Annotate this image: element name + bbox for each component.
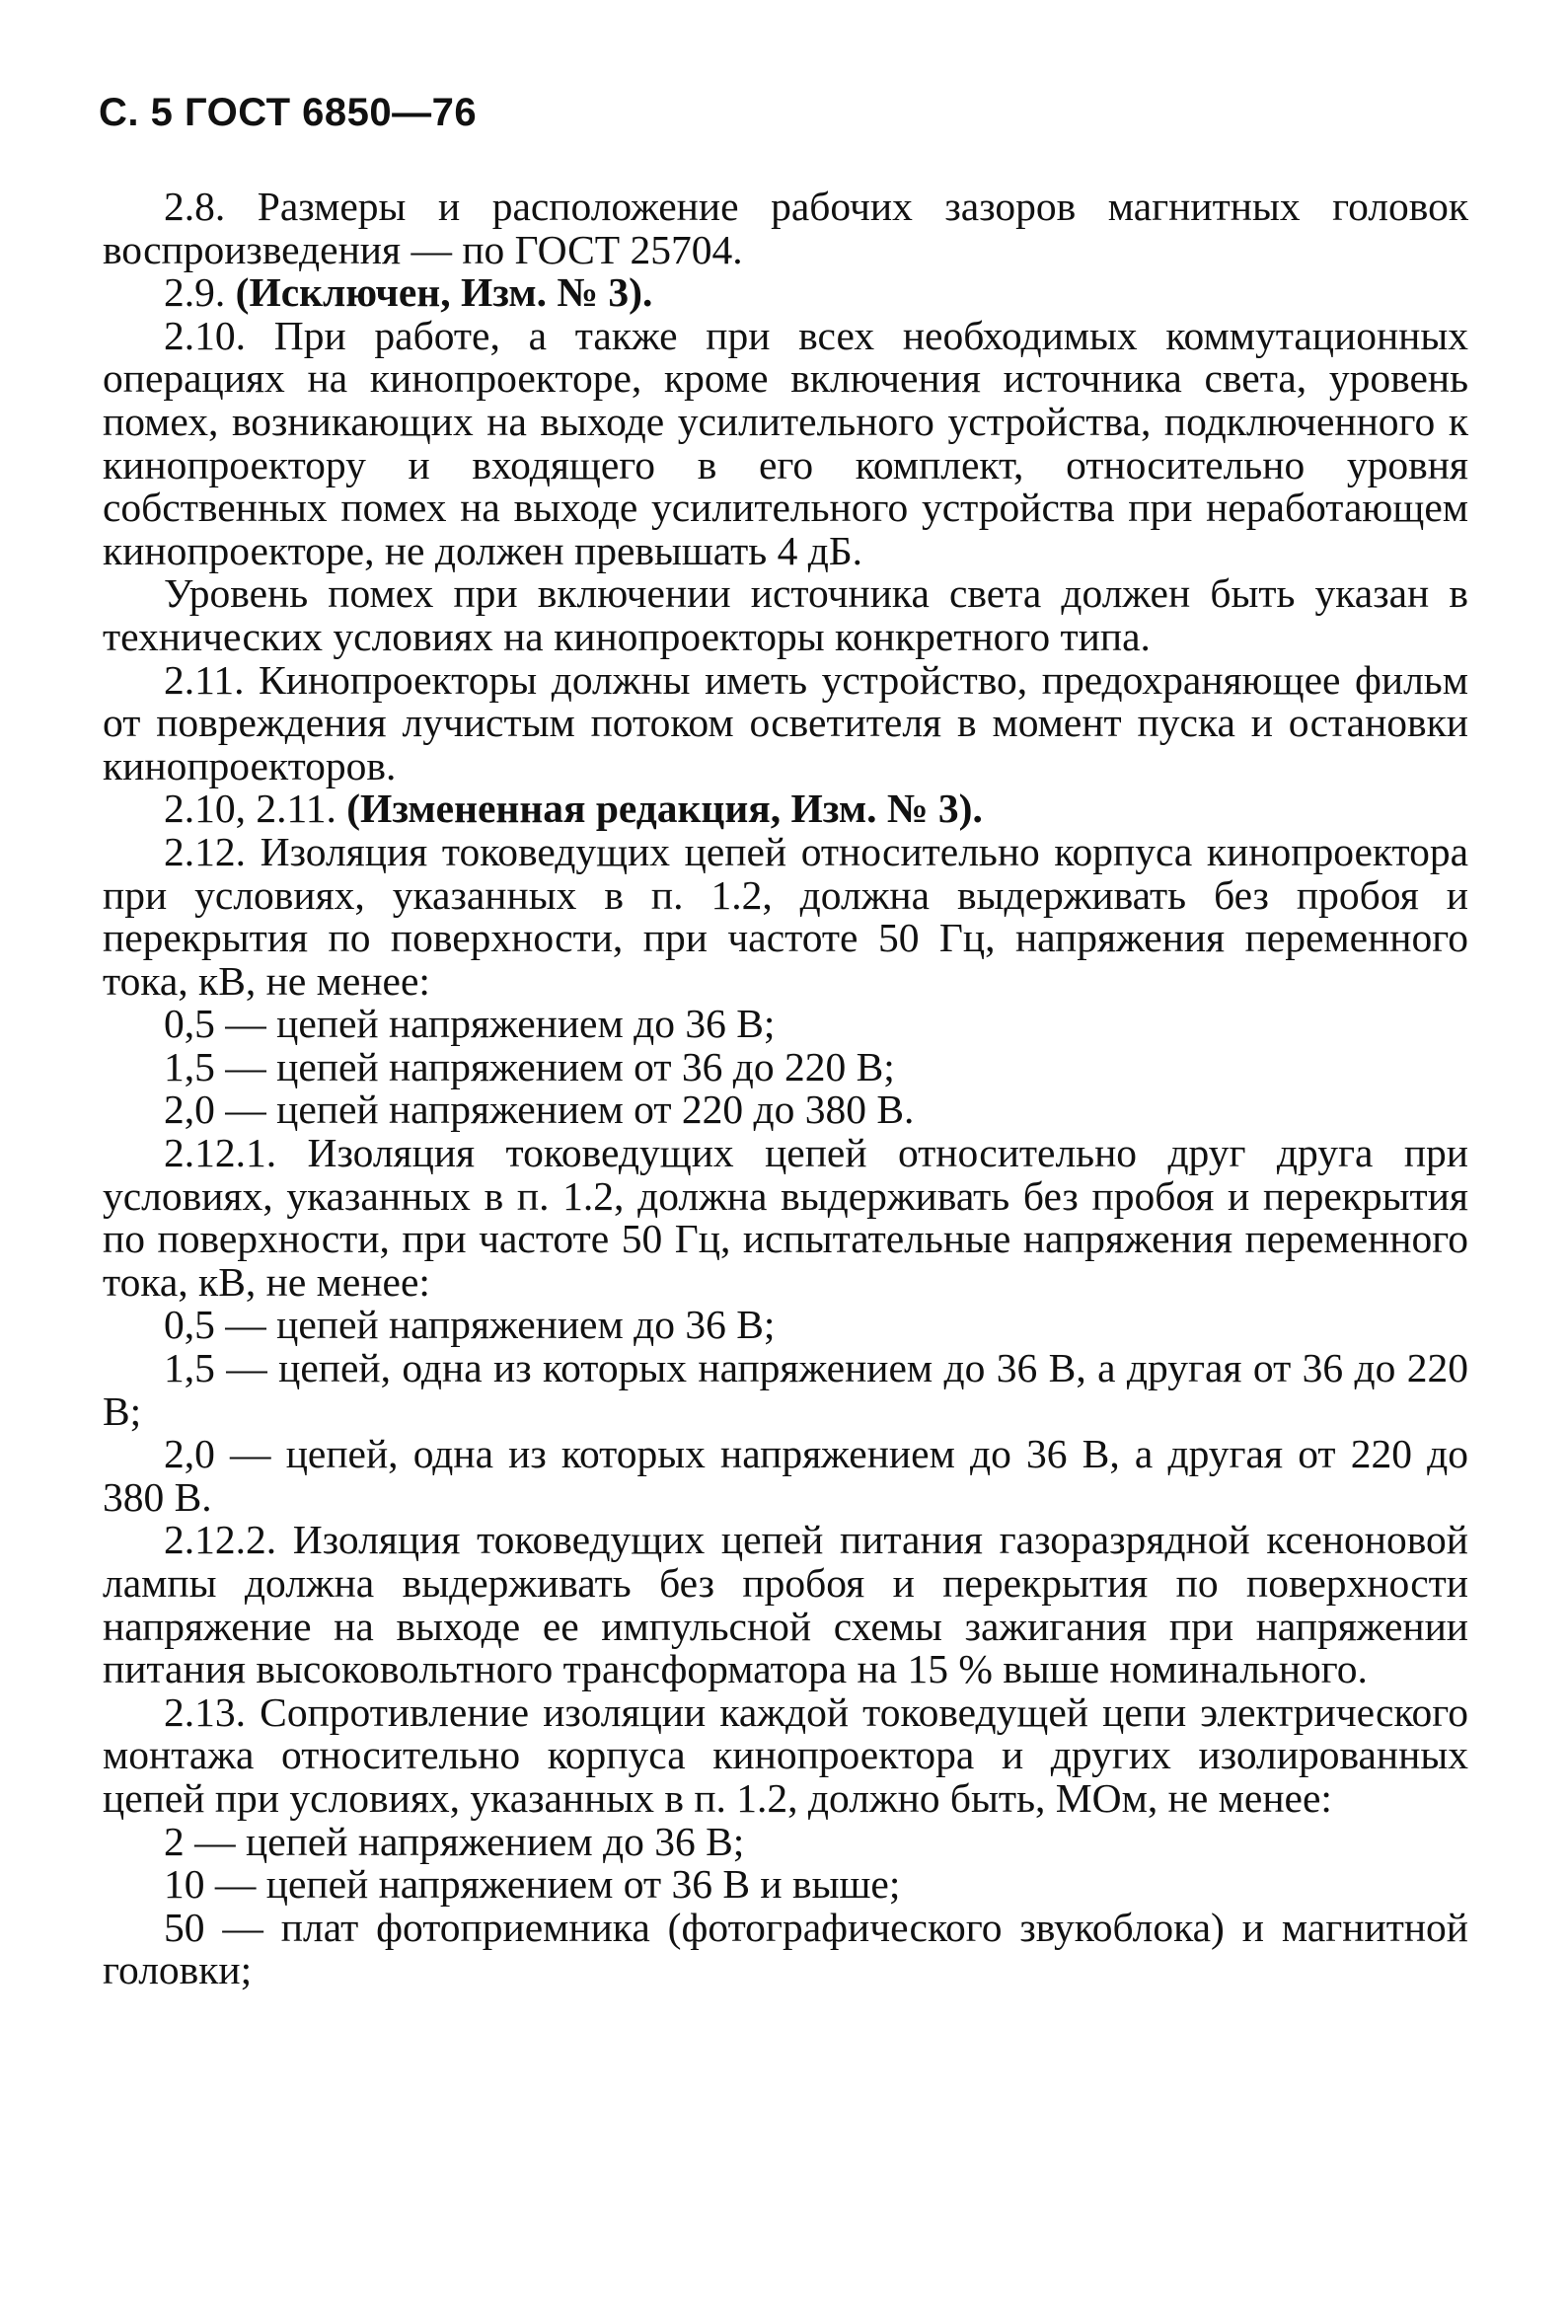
list-item: 50 — плат фотоприемника (фотографического звукоблока) и магнитной головки; [103,1904,1468,1993]
list-item: 0,5 — цепей напряжением до 36 В; [164,1302,776,1348]
page-header: С. 5 ГОСТ 6850—76 [99,91,478,134]
document-body [103,186,1468,1992]
list-item: 2,0 — цепей, одна из которых напряжением до 36 В, а другая от 220 до 380 В. [103,1431,1468,1520]
paragraph-prefix: 2.10, 2.11. [164,786,347,832]
paragraph-2-11: 2.11. Кинопроекторы должны иметь устройство, предохраняющее фильм от повреждения лучистым потоком осветителя в момент пуска и остановки кинопроекторов. [103,656,1468,788]
amendment-note: (Измененная редакция, Изм. № 3). [346,786,983,832]
list-item: 1,5 — цепей, одна из которых напряжением до 36 В, а другая от 36 до 220 В; [103,1345,1468,1434]
paragraph-2-8: 2.8. Размеры и расположение рабочих зазоров магнитных головок воспроизведения — по ГОСТ 25704. [103,184,1468,272]
paragraph-noise-level: Уровень помех при включении источника света должен быть указан в технических условиях на кинопроекторы конкретного типа. [103,570,1468,659]
list-item: 0,5 — цепей напряжением до 36 В; [164,1001,776,1047]
paragraph-2-13: 2.13. Сопротивление изоляции каждой токоведущей цепи электрического монтажа относительно корпуса кинопроектора и других изолированных цепей при условиях, указанных в п. 1.2, должно быть, МОм, не менее: [103,1688,1468,1821]
paragraph-2-12-2: 2.12.2. Изоляция токоведущих цепей питания газоразрядной ксеноновой лампы должна выдерживать без пробоя и перекрытия по поверхности напряжение на выходе ее импульсной схемы зажигания при напряжении питания высоковольтного трансформатора на 15 % выше номинального. [103,1517,1468,1692]
list-item: 2 — цепей напряжением до 36 В; [164,1818,745,1864]
paragraph-amendment-2-10-2-11 [103,787,1468,831]
paragraph-2-9 [103,271,1468,315]
list-item: 2,0 — цепей напряжением от 220 до 380 В. [164,1087,915,1133]
list-item: 1,5 — цепей напряжением от 36 до 220 В; [164,1043,895,1089]
paragraph-2-12: 2.12. Изоляция токоведущих цепей относительно корпуса кинопроектора при условиях, указанных в п. 1.2, должна выдерживать без пробоя и перекрытия по поверхности, при частоте 50 Гц, напряжения переменного тока, кВ, не менее: [103,828,1468,1004]
amendment-note: (Исключен, Изм. № 3). [235,269,653,316]
paragraph-prefix: 2.9. [164,269,236,316]
paragraph-2-10: 2.10. При работе, а также при всех необходимых коммутационных операциях на кинопроекторе, кроме включения источника света, уровень помех, возникающих на выходе усилительного устройства, подключенного к кинопроектору и входящего в его комплект, относительно уровня собственных помех на выходе усилительного устройства при неработающем кинопроекторе, не должен превышать 4 дБ. [103,312,1468,573]
paragraph-2-12-1: 2.12.1. Изоляция токоведущих цепей относительно друг друга при условиях, указанных в п. 1.2, должна выдерживать без пробоя и перекрытия по поверхности, при частоте 50 Гц, испытательные напряжения переменного тока, кВ, не менее: [103,1130,1468,1305]
list-item: 10 — цепей напряжением от 36 В и выше; [164,1861,901,1908]
